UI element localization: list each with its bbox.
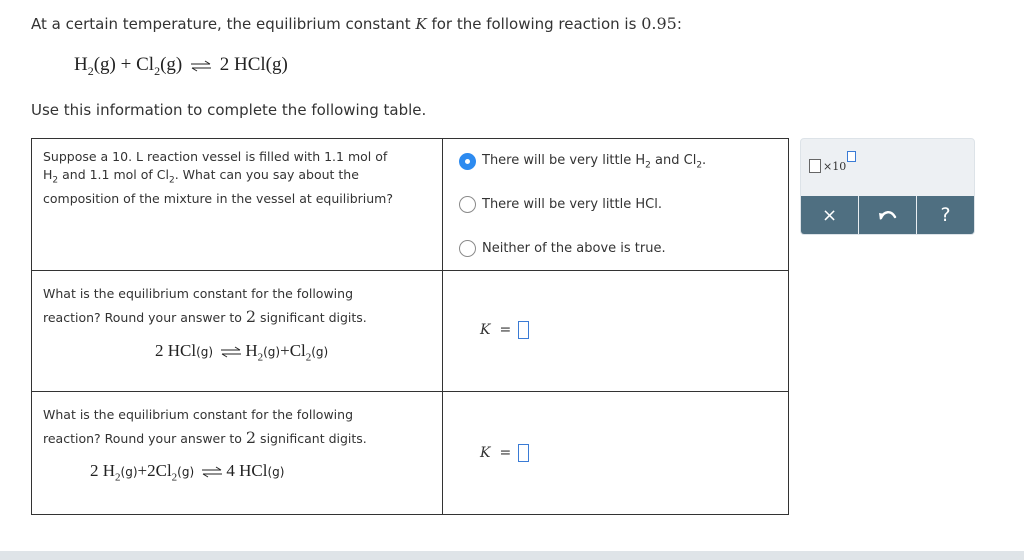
undo-icon <box>878 208 898 222</box>
answer-tools-panel <box>800 138 975 235</box>
answer-cell <box>443 392 788 514</box>
table-row <box>32 271 788 392</box>
undo-button[interactable] <box>859 196 917 234</box>
bottom-scroll-bar <box>0 551 1024 560</box>
instruction-text: Use this information to complete the following table. <box>31 101 427 119</box>
option-little-h2-cl2[interactable]: There will be very little $H_2$ and $Cl_2$. <box>459 153 706 171</box>
main-reaction: $H_2(g) + Cl_2(g)$ 2 HCl(g) <box>74 54 288 78</box>
k-answer-line: K = <box>480 444 529 462</box>
table-row <box>32 139 788 271</box>
radio-button[interactable] <box>459 196 476 213</box>
question-text: What is the equilibrium constant for the following reaction? Round your answer to 2 significant digits. <box>43 407 367 447</box>
answer-table <box>31 138 789 515</box>
reaction-reverse: 2 HCl(g) $H_2(g)+Cl_2(g)$ <box>155 341 329 364</box>
question-text: What is the equilibrium constant for the following reaction? Round your answer to 2 significant digits. <box>43 286 367 326</box>
tool-button-bar <box>801 196 974 234</box>
radio-button-selected[interactable] <box>459 153 476 170</box>
equilibrium-arrows-icon <box>201 466 223 478</box>
k-symbol: K <box>415 15 427 33</box>
k-answer-input[interactable] <box>518 444 529 462</box>
k-value: 0.95 <box>641 14 677 33</box>
mantissa-box <box>809 159 821 173</box>
clear-button[interactable]: × <box>801 196 859 234</box>
answer-cell <box>443 271 788 391</box>
k-answer-line: K = <box>480 321 529 339</box>
scientific-notation-tool[interactable]: ×10 <box>809 150 856 173</box>
question-cell <box>32 139 443 270</box>
option-neither[interactable]: Neither of the above is true. <box>459 240 666 257</box>
equilibrium-arrows-icon <box>190 60 212 72</box>
question-cell <box>32 392 443 514</box>
help-button[interactable]: ? <box>940 204 951 226</box>
answer-cell <box>443 139 788 270</box>
exponent-box <box>847 151 856 162</box>
table-row <box>32 392 788 514</box>
question-cell <box>32 271 443 391</box>
reaction-doubled: 2 $H_2(g)+2Cl_2(g)$ 4 HCl(g) <box>90 461 285 484</box>
radio-button[interactable] <box>459 240 476 257</box>
problem-intro: At a certain temperature, the equilibrium constant K for the following reaction is 0.95: <box>31 14 682 33</box>
option-little-hcl[interactable]: There will be very little HCl. <box>459 196 662 213</box>
equilibrium-arrows-icon <box>220 346 242 358</box>
question-text: Suppose a 10. L reaction vessel is filled with 1.1 mol of $H_2$ and 1.1 mol of $Cl_2$. What can you say about the composition of the mixture in the vessel at equilibrium? <box>43 149 393 206</box>
k-answer-input[interactable] <box>518 321 529 339</box>
